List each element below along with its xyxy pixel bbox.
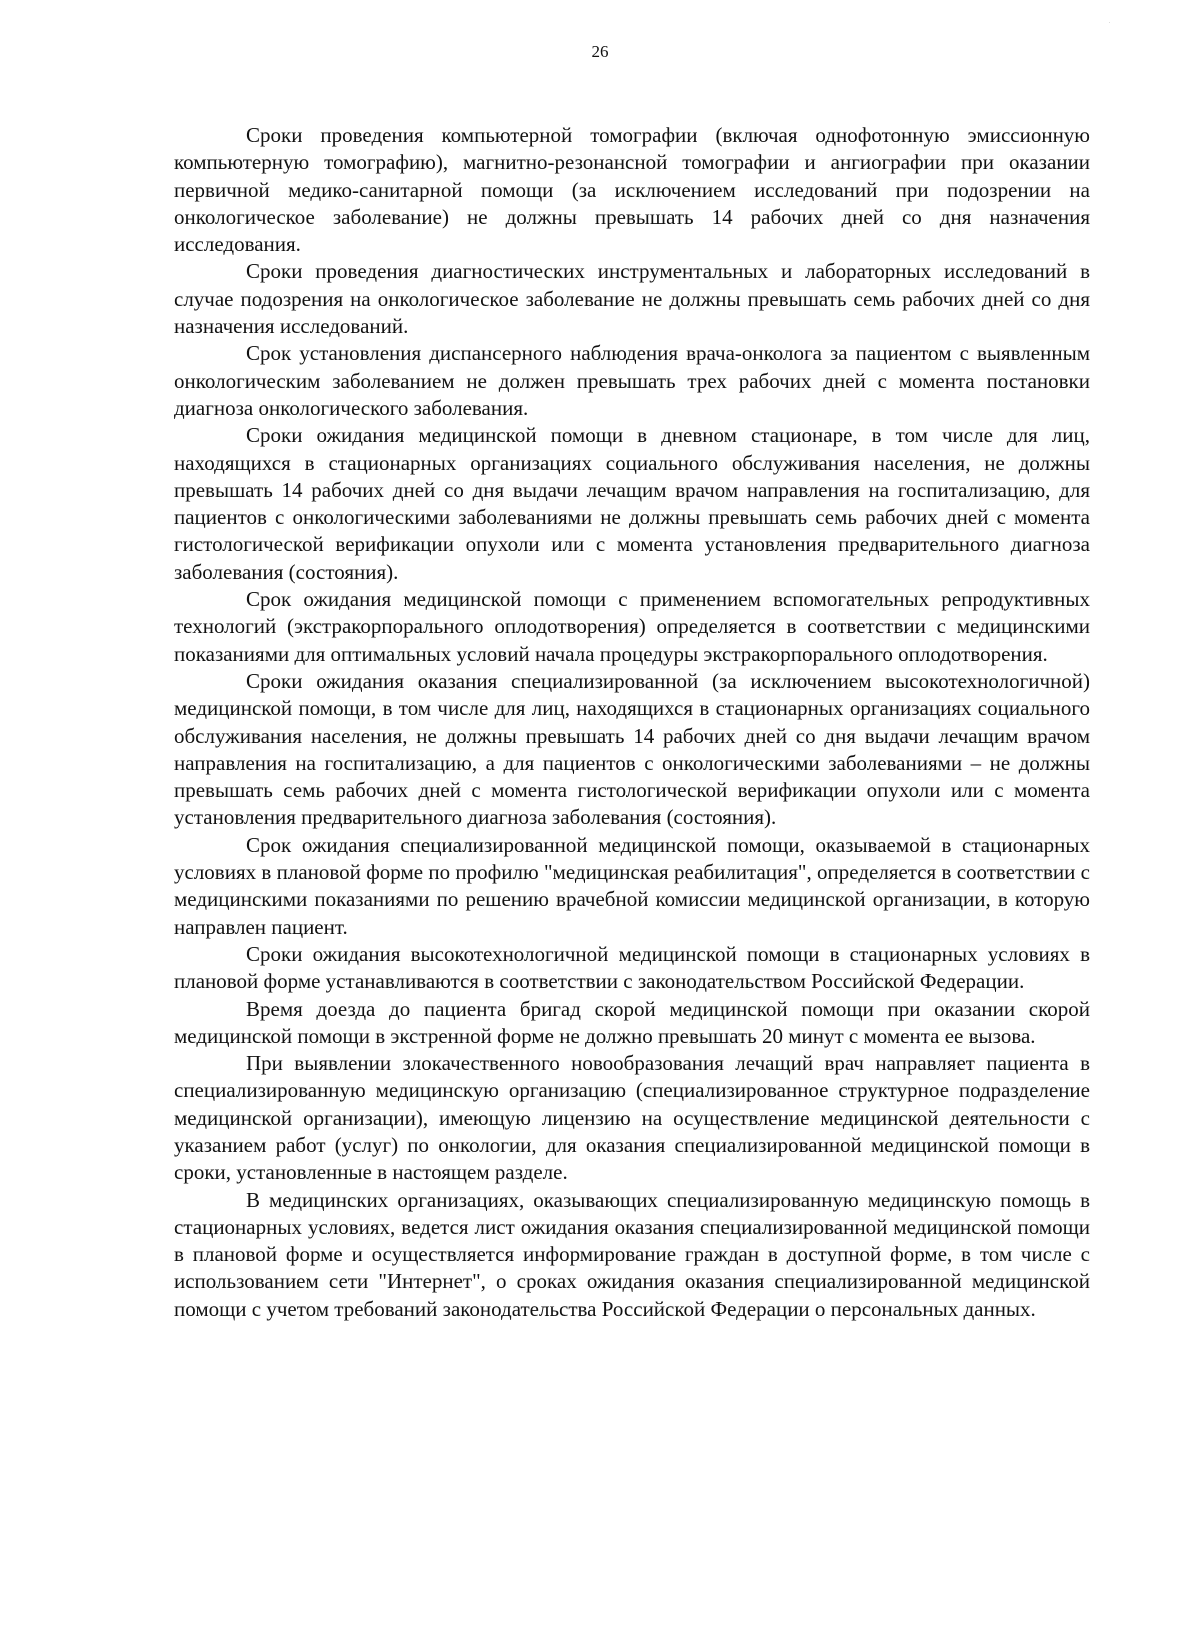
paragraph-waiting-list: В медицинских организациях, оказывающих специализированную медицинскую помощь в стационарных условиях, ведется лист ожидания оказания специализированной медицинской помощи в плановой форме и осуществляется информирование граждан в доступной форме, в том числе с использованием сети "Интернет", о сроках ожидания оказания специализированной медицинской помощи с учетом требований законодательства Российской Федерации о персональных данных. xyxy=(174,1187,1090,1321)
paragraph-oncologist-observation: Срок установления диспансерного наблюдения врача-онколога за пациентом с выявленным онкологическим заболеванием не должен превышать трех рабочих дней с момента постановки диагноза онкологического заболевания. xyxy=(174,341,1090,420)
paragraph-high-tech-care-waiting: Сроки ожидания высокотехнологичной медицинской помощи в стационарных условиях в плановой форме устанавливаются в соответствии с законодательством Российской Федерации. xyxy=(174,941,1090,994)
scan-dust-mark xyxy=(1109,22,1110,23)
document-body xyxy=(174,122,1090,1323)
paragraph-rehabilitation-waiting: Срок ожидания специализированной медицинской помощи, оказываемой в стационарных условиях в плановой форме по профилю "медицинская реабилитация", определяется в соответствии с медицинскими показаниями по решению врачебной комиссии медицинской организации, в которую направлен пациент. xyxy=(174,832,1090,939)
paragraph-specialized-care-waiting: Сроки ожидания оказания специализированной (за исключением высокотехнологичной) медицинской помощи, в том числе для лиц, находящихся в стационарных организациях социального обслуживания населения, не должны превышать 14 рабочих дней со дня выдачи лечащим врачом направления на госпитализацию, а для пациентов с онкологическими заболеваниями – не должны превышать семь рабочих дней с момента гистологической верификации опухоли или с момента установления предварительного диагноза заболевания (состояния). xyxy=(174,668,1090,830)
paragraph-oncology-referral: При выявлении злокачественного новообразования лечащий врач направляет пациента в специализированную медицинскую организацию (специализированное структурное подразделение медицинской организации), имеющую лицензию на осуществление медицинской деятельности с указанием работ (услуг) по онкологии, для оказания специализированной медицинской помощи в сроки, установленные в настоящем разделе. xyxy=(174,1051,1090,1185)
paragraph-ambulance-arrival-time: Время доезда до пациента бригад скорой медицинской помощи при оказании скорой медицинской помощи в экстренной форме не должно превышать 20 минут с момента ее вызова. xyxy=(174,996,1090,1048)
paragraph-ivf-waiting: Срок ожидания медицинской помощи с применением вспомогательных репродуктивных технологий (экстракорпорального оплодотворения) определяется в соответствии с медицинскими показаниями для оптимальных условий начала процедуры экстракорпорального оплодотворения. xyxy=(174,587,1090,666)
paragraph-day-hospital-waiting: Сроки ожидания медицинской помощи в дневном стационаре, в том числе для лиц, находящихся в стационарных организациях социального обслуживания населения, не должны превышать 14 рабочих дней со дня выдачи лечащим врачом направления на госпитализацию, для пациентов с онкологическими заболеваниями не должны превышать семь рабочих дней с момента гистологической верификации опухоли или с момента установления предварительного диагноза заболевания (состояния). xyxy=(174,423,1090,584)
paragraph-oncology-diagnostics-deadlines: Сроки проведения диагностических инструментальных и лабораторных исследований в случае подозрения на онкологическое заболевание не должны превышать семь рабочих дней со дня назначения исследований. xyxy=(174,259,1090,339)
page-number: 26 xyxy=(591,42,609,61)
paragraph-ct-mri-deadlines: Сроки проведения компьютерной томографии (включая однофотонную эмиссионную компьютерную томографию), магнитно-резонансной томографии и ангиографии при оказании первичной медико-санитарной помощи (за исключением исследований при подозрении на онкологическое заболевание) не должны превышать 14 рабочих дней со дня назначения исследования. xyxy=(174,123,1090,257)
